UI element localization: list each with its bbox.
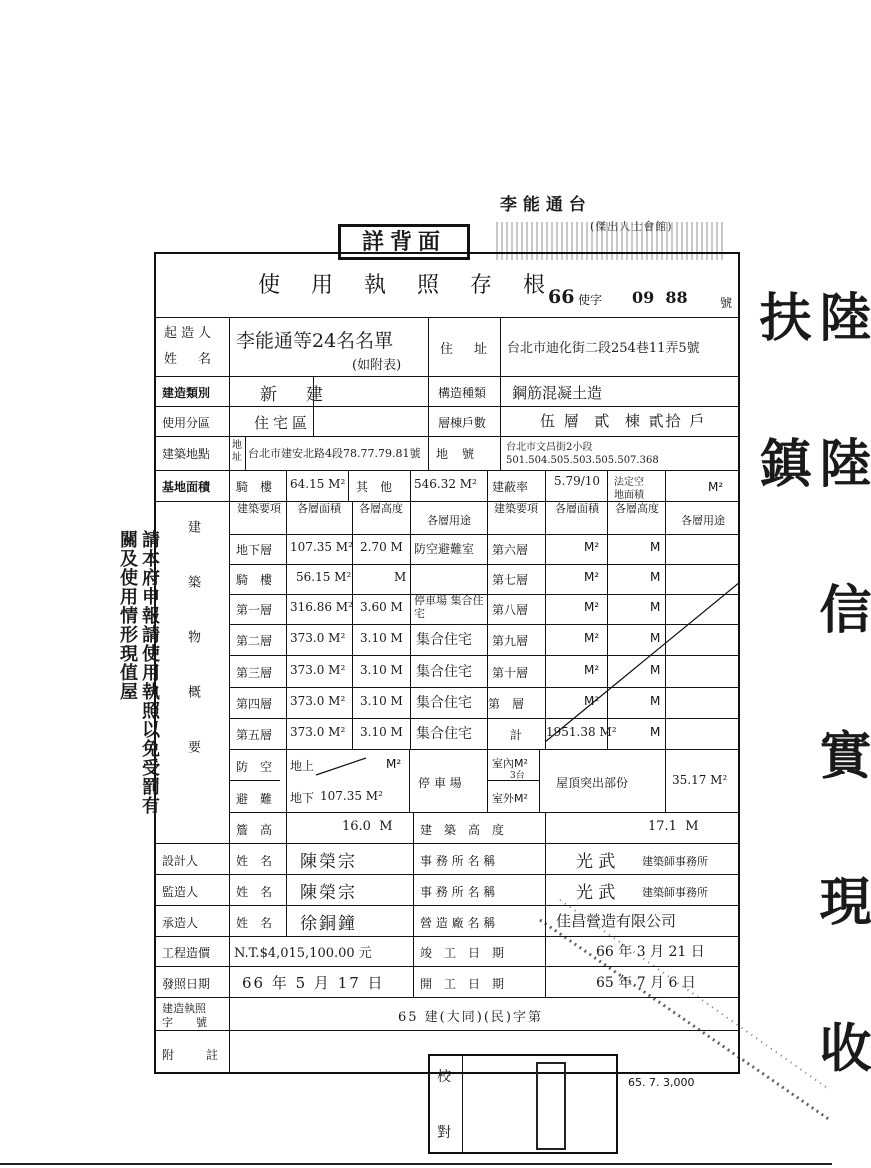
building-permit-number: 65 建(大同)(民)字第 (398, 1010, 543, 1025)
header-area-left: 各層面積 (297, 502, 341, 515)
permit-number-value: 09 88 (632, 288, 688, 307)
stamp-trail-line (540, 920, 830, 1120)
site-address-label: 地址 (232, 440, 242, 463)
eaves-label: 簷 高 (236, 823, 273, 837)
header-use-right: 各層用途 (681, 514, 725, 527)
above-ground-label: 地上 (290, 759, 315, 773)
floor-row-area: 56.15 M² (296, 570, 352, 584)
zone-value: 住宅區 (254, 414, 312, 432)
floor-row-area: 316.86 M² (290, 600, 353, 614)
floor-row-label: 第 層 (488, 697, 525, 711)
builder-name: 李能通等24名名單 (236, 330, 394, 352)
eaves-height: 16.0 M (342, 819, 393, 834)
structure-label: 構造種類 (438, 386, 487, 400)
floor-row-label: 第二層 (236, 634, 273, 648)
floor-row-label: 第四層 (236, 697, 273, 711)
permit-number-label: 使字 (578, 293, 603, 307)
floor-row-area: 373.0 M² (290, 725, 346, 739)
permit-number-year: 66 (548, 286, 575, 308)
site-lot-value: 台北市文昌街2小段 501.504.505.503.505.507.368 (506, 442, 659, 466)
floor-row-label: 第五層 (236, 728, 273, 742)
supervisor-office: 光 武 (576, 883, 616, 903)
above-ground-unit: M² (386, 757, 402, 771)
builder-name-label: 姓 名 (164, 352, 216, 367)
floor-row-area: 373.0 M² (290, 631, 346, 645)
parking-label: 停 車 場 (418, 776, 462, 790)
floor-row-use: 集合住宅 (416, 664, 472, 680)
floor-row-label: 地下層 (236, 543, 273, 557)
floor-row-height: 3.60 M (360, 600, 403, 614)
designer-name-label: 姓 名 (236, 854, 273, 868)
floor-row-height: 2.70 M (360, 540, 403, 554)
permit-number-suffix: 號 (720, 296, 733, 310)
header-use-left: 各層用途 (427, 514, 471, 527)
completion-date: 66 年 3 月 21 日 (596, 944, 705, 960)
construction-type-value: 新 建 (260, 385, 329, 405)
building-height: 17.1 M (648, 819, 699, 834)
stamp-trail-line (560, 900, 830, 1090)
floor-row-area: M² (584, 600, 600, 614)
designer-office: 光 武 (576, 852, 616, 872)
completion-date-label: 竣 工 日 期 (420, 946, 505, 960)
designer-name: 陳榮宗 (300, 852, 357, 872)
contractor-name: 徐銅鐘 (300, 914, 357, 934)
legal-open-space-label-1: 法定空 (614, 477, 644, 488)
header-item-right: 建築要項 (494, 502, 538, 515)
roof-protrusion-label: 屋頂突出部份 (556, 776, 629, 790)
address-label: 住 址 (440, 342, 492, 357)
arcade-area: 64.15 M² (290, 477, 346, 491)
floor-row-label: 第九層 (492, 634, 529, 648)
start-date-label: 開 工 日 期 (420, 977, 505, 991)
detail-back-stamp: 詳背面 (338, 224, 470, 260)
issue-date-label: 發照日期 (162, 977, 211, 991)
floor-row-area: 373.0 M² (290, 663, 346, 677)
designer-office-label: 事 務 所 名 稱 (420, 854, 496, 868)
floor-row-height: M (650, 631, 661, 645)
contractor-company-label: 營 造 廠 名 稱 (420, 916, 496, 930)
floor-row-use: 集合住宅 (416, 695, 472, 711)
form-title: 使 用 執 照 存 根 (258, 273, 557, 298)
shelter-label-2: 避 難 (236, 792, 273, 806)
building-permit-label-2: 字 號 (162, 1016, 213, 1029)
cost-label: 工程造價 (162, 946, 211, 960)
header-scribble: (傑出人士會館) (590, 220, 673, 233)
site-label: 建築地點 (162, 447, 211, 461)
print-code: 65. 7. 3,000 (628, 1076, 695, 1089)
floor-row-height: 3.10 M (360, 725, 403, 739)
floor-row-height: 3.10 M (360, 694, 403, 708)
building-overview-label: 建築物概要 (185, 520, 200, 795)
builder-address: 台北市迪化街二段254巷11弄5號 (507, 341, 700, 356)
header-height-right: 各層高度 (615, 502, 659, 515)
coverage-label: 建蔽率 (492, 480, 529, 494)
builder-label: 起造人 (164, 326, 216, 341)
start-date: 65 年 7 月 6 日 (596, 975, 696, 991)
structure-value: 鋼筋混凝土造 (512, 384, 603, 402)
floor-row-label: 第八層 (492, 603, 529, 617)
shelter-label-1: 防 空 (236, 760, 273, 774)
right-margin-text: 陸 陸 信 實 現 收 扶 鎮 (750, 290, 871, 1111)
floor-row-height: M (650, 570, 661, 584)
remarks-label: 附 註 (162, 1048, 229, 1062)
total-height-unit: M (650, 725, 661, 739)
site-area-label: 基地面積 (162, 480, 211, 494)
floor-row-area: M² (584, 631, 600, 645)
construction-type-label: 建造類別 (162, 386, 211, 400)
supervisor-label: 監造人 (162, 885, 199, 899)
floor-row-height: 3.10 M (360, 663, 403, 677)
floor-row-label: 第一層 (236, 603, 273, 617)
floor-row-height: M (650, 663, 661, 677)
floors-label: 層棟戶數 (438, 416, 487, 430)
designer-office-suffix: 建築師事務所 (642, 855, 708, 868)
floor-row-height: 3.10 M (360, 631, 403, 645)
top-header: 李 能 通 台 (500, 195, 586, 215)
floor-row-label: 第七層 (492, 573, 529, 587)
floor-row-area: M² (584, 694, 600, 708)
building-height-label: 建 築 高 度 (420, 823, 505, 837)
floor-row-area: M² (584, 570, 600, 584)
legal-open-space-label-2: 地面積 (614, 490, 644, 501)
indoor-parking-label: 室內M² (492, 757, 528, 770)
supervisor-name: 陳榮宗 (300, 883, 357, 903)
below-ground-area: 107.35 M² (320, 789, 383, 803)
construction-cost: N.T.$4,015,100.00 元 (234, 946, 372, 961)
floor-row-height: M (394, 570, 407, 584)
proofread-label-2: 對 (437, 1125, 451, 1141)
supervisor-office-suffix: 建築師事務所 (642, 886, 708, 899)
floor-row-area: M² (584, 663, 600, 677)
floor-row-label: 第十層 (492, 666, 529, 680)
site-address: 台北市建安北路4段78.77.79.81號 (248, 447, 421, 460)
floor-row-height: M (650, 600, 661, 614)
contractor-name-label: 姓 名 (236, 916, 273, 930)
header-item-left: 建築要項 (237, 502, 281, 515)
floor-row-use: 防空避難室 (414, 542, 475, 556)
legal-open-space-unit: M² (708, 480, 724, 494)
below-ground-label: 地下 (290, 791, 315, 805)
designer-label: 設計人 (162, 854, 199, 868)
side-stamp: 請本府申報請使用執照以免受罰有關及使用情形現值屋 (117, 530, 160, 815)
floor-row-height: M (650, 540, 661, 554)
zone-label: 使用分區 (162, 416, 211, 430)
floor-row-label: 第三層 (236, 666, 273, 680)
site-lot-label: 地號 (436, 447, 489, 461)
floor-row-area: 107.35 M² (290, 540, 353, 554)
header-area-right: 各層面積 (555, 502, 599, 515)
floor-row-use: 集合住宅 (416, 726, 472, 742)
total-floor-area: 1951.38 M² (546, 725, 617, 739)
contractor-label: 承造人 (162, 916, 199, 930)
floor-row-use: 集合住宅 (416, 632, 472, 648)
floor-row-area: M² (584, 540, 600, 554)
indoor-parking-note: 3台 (510, 771, 525, 781)
floor-row-height: M (650, 694, 661, 708)
roof-protrusion-area: 35.17 M² (672, 773, 728, 787)
floor-row-use: 停車場 集合住宅 (414, 594, 484, 620)
floor-row-area: 373.0 M² (290, 694, 346, 708)
arcade-label: 騎 樓 (236, 480, 273, 494)
proofread-label-1: 校 (437, 1069, 451, 1085)
total-label: 計 (510, 728, 523, 742)
contractor-company: 佳昌營造有限公司 (556, 912, 677, 930)
other-area: 546.32 M² (414, 477, 477, 491)
page-bottom-edge (0, 1163, 832, 1165)
other-label: 其 他 (356, 480, 393, 494)
floors-value: 伍 層 貳 棟 貳拾 戶 (540, 412, 707, 430)
builder-name-note: (如附表) (352, 358, 402, 373)
issue-date: 66 年 5 月 17 日 (242, 974, 385, 992)
building-permit-label-1: 建造執照 (162, 1002, 206, 1015)
outdoor-parking-label: 室外M² (492, 792, 528, 805)
supervisor-office-label: 事 務 所 名 稱 (420, 885, 496, 899)
floor-row-label: 騎 樓 (236, 573, 273, 587)
supervisor-name-label: 姓 名 (236, 885, 273, 899)
coverage-value: 5.79/10 (554, 474, 601, 488)
floor-row-label: 第六層 (492, 543, 529, 557)
header-height-left: 各層高度 (359, 502, 403, 515)
